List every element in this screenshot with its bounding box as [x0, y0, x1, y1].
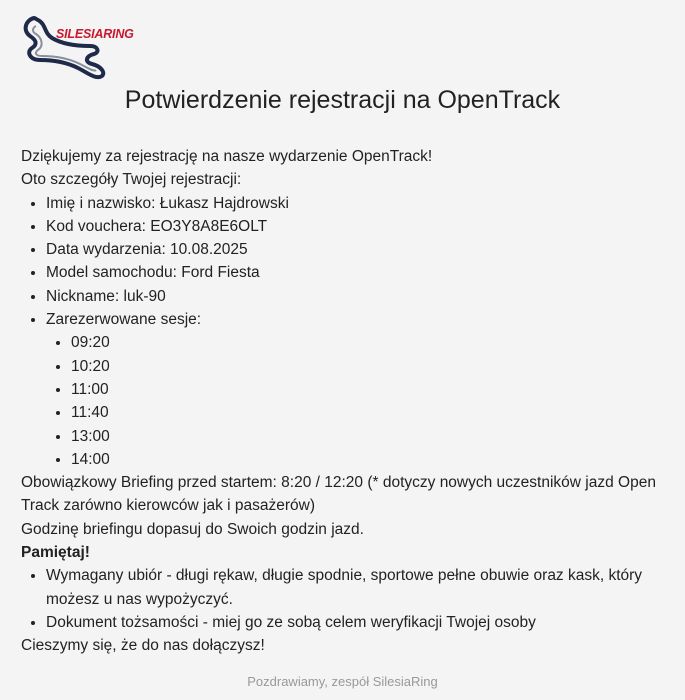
briefing-note: Godzinę briefingu dopasuj do Swoich godzin jazd.: [21, 520, 364, 538]
detail-car-model: • Model samochodu: Ford Fiesta: [46, 261, 661, 284]
remember-item-attire: • Wymagany ubiór - długi rękaw, długie spodnie, sportowe pełne obuwie oraz kask, który możesz u nas wypożyczyć.: [46, 564, 661, 611]
silesiaring-logo: [22, 14, 142, 84]
detail-name: • Imię i nazwisko: Łukasz Hajdrowski: [46, 192, 661, 215]
email-body: [21, 145, 661, 658]
session-item: • 11:00: [71, 378, 661, 401]
session-item: • 09:20: [71, 331, 661, 354]
footer-signature: Pozdrawiamy, zespół SilesiaRing: [247, 674, 438, 689]
details-heading: Oto szczegóły Twojej rejestracji:: [21, 171, 242, 189]
session-item: • 10:20: [71, 355, 661, 378]
detail-voucher: • Kod vouchera: EO3Y8A8E6OLT: [46, 215, 661, 238]
page-title: Potwierdzenie rejestracji na OpenTrack: [124, 86, 561, 114]
session-item: • 11:40: [71, 401, 661, 424]
thanks-text: Dziękujemy za rejestrację na nasze wydarzenie OpenTrack!: [21, 148, 433, 165]
detail-date: • Data wydarzenia: 10.08.2025: [46, 238, 661, 261]
detail-sessions: [46, 308, 661, 471]
briefing-text: Obowiązkowy Briefing przed startem: 8:20 / 12:20 (* dotyczy nowych uczestników jazd Open Track zarówno kierowców jak i pasażerów): [21, 474, 656, 515]
remember-item-id: • Dokument tożsamości - miej go ze sobą celem weryfikacji Twojej osoby: [46, 611, 661, 634]
session-item: • 13:00: [71, 425, 661, 448]
sessions-label: Zarezerwowane sesje:: [46, 311, 202, 329]
remember-list: [21, 564, 661, 634]
session-item: • 14:00: [71, 448, 661, 471]
sessions-list: [46, 331, 661, 471]
remember-heading: Pamiętaj!: [21, 544, 90, 562]
logo-text: SILESIARING: [56, 27, 134, 41]
closing-text: Cieszymy się, że do nas dołączysz!: [21, 637, 265, 655]
detail-nickname: • Nickname: luk-90: [46, 285, 661, 308]
details-list: [21, 192, 661, 472]
race-track-icon: [22, 14, 112, 84]
